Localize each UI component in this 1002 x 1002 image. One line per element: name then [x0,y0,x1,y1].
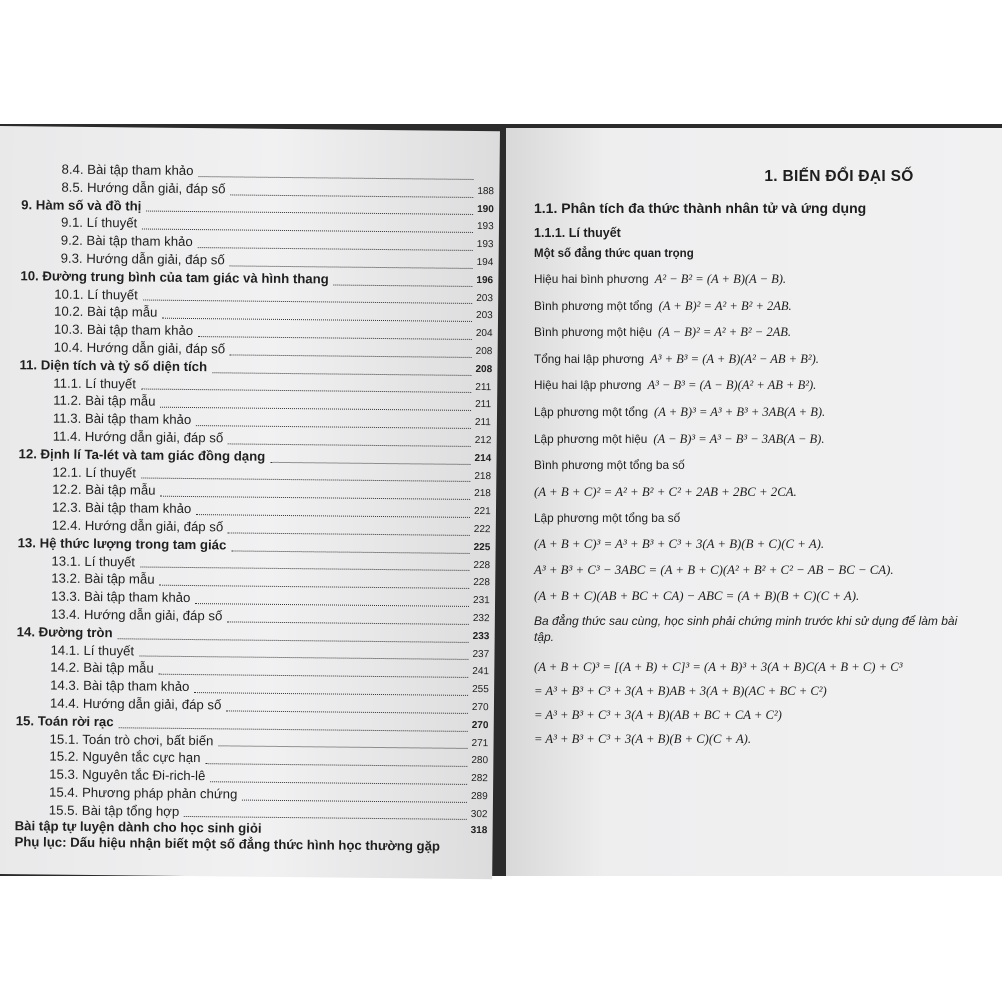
identity-formula: (A − B)² = A² + B² − 2AB. [657,325,791,340]
identity-name: Hiệu hai lập phương [534,378,642,393]
identity-row [534,372,974,399]
identity-name: Bình phương một hiệu [534,325,652,340]
identity-formula: A² − B² = (A + B)(A − B). [654,272,787,286]
toc-page-number: 190 [477,203,494,215]
toc-leader-dots [333,284,472,286]
toc-entry-label: 10.4. Hướng dẫn giải, đáp số [53,339,226,357]
extra-formula-2: (A + B + C)(AB + BC + CA) − ABC = (A + B)(B + C)(C + A). [534,589,860,604]
toc-entry-label: 9.3. Hướng dẫn giải, đáp số [60,250,225,268]
toc-entry-label: 11. Diện tích và tỷ số diện tích [19,356,208,374]
toc-page-number: 193 [476,221,494,233]
toc-page-number: 196 [476,274,494,286]
toc-entry-label: 12.3. Bài tập tham khảo [51,499,192,517]
toc-page-number: 204 [475,328,493,340]
toc-leader-dots [219,746,468,750]
toc-entry-label: 15.1. Toán trò chơi, bất biến [49,731,214,748]
toc-page-number: 212 [474,434,492,447]
toc-entry-label: 8.4. Bài tập tham khảo [61,161,194,179]
derivation [534,655,974,751]
right-page-content [534,168,974,751]
toc-entry-label: 13.3. Bài tập tham khảo [51,588,191,606]
right-page [506,128,1002,876]
identity-name: Hiệu hai bình phương [534,272,649,286]
derivation-line: = A³ + B³ + C³ + 3(A + B)(AB + BC + CA + C²) [534,708,782,723]
toc-entry-label: 10.2. Bài tập mẫu [53,303,158,321]
toc-entry-label: 9.1. Lí thuyết [60,215,138,231]
toc-entry-label: Phụ lục: Dấu hiệu nhận biết một số đẳng thức hình học thường gặp [14,834,441,855]
proof-note: Ba đẳng thức sau cùng, học sinh phải chứng minh trước khi sử dụng để làm bài tập. [534,614,958,645]
identity-row [534,319,974,346]
toc-page-number: 208 [475,363,493,375]
toc-page-number: 271 [471,737,489,749]
toc-entry-label: 14.2. Bài tập mẫu [50,659,154,676]
toc-leader-dots [227,621,469,625]
toc-page-number: 211 [475,399,492,411]
toc-entry [14,835,464,856]
toc-entry-label: 9.2. Bài tập tham khảo [60,232,193,250]
toc-page-number: 221 [473,506,491,518]
toc-leader-dots [228,443,471,447]
toc-entry-label: 13. Hệ thức lượng trong tam giác [17,534,227,553]
toc-leader-dots [198,176,473,180]
toc-page-number: 225 [473,541,491,553]
toc-leader-dots [184,816,467,820]
table-of-contents [14,160,495,855]
identity-row [534,266,974,293]
toc-leader-dots [198,336,472,340]
toc-entry-label: 13.4. Hướng dẫn giải, đáp số [50,606,223,624]
toc-page-number: 211 [474,417,491,429]
toc-page-number: 193 [476,239,494,251]
derivation-line: = A³ + B³ + C³ + 3(A + B)(B + C)(C + A). [534,732,752,747]
toc-page-number: 218 [474,470,492,482]
toc-entry-label: 11.4. Hướng dẫn giải, đáp số [52,428,224,446]
identity-formula: A³ + B³ = (A + B)(A² − AB + B²). [650,351,819,366]
toc-entry-label: 12.1. Lí thuyết [52,464,137,480]
toc-leader-dots [195,603,469,607]
toc-page-number: 211 [475,381,492,393]
toc-page-number: 194 [476,256,494,269]
toc-entry-label: 14.1. Lí thuyết [50,642,135,658]
toc-entry-label: 9. Hàm số và đồ thị [21,196,142,214]
subsection-title: 1.1.1. Lí thuyết [534,226,621,240]
identities-label: Một số đẳng thức quan trọng [534,248,694,260]
toc-leader-dots [232,550,470,553]
toc-page-number: 270 [471,701,489,714]
toc-page-number: 237 [472,648,490,660]
toc-page-number: 218 [474,488,491,500]
toc-leader-dots [198,247,473,251]
identity-name: Lập phương một tổng [534,404,649,419]
toc-entry-label: 11.1. Lí thuyết [53,375,136,391]
toc-page-number: 188 [477,185,495,197]
toc-entry-label: 13.1. Lí thuyết [51,553,136,569]
toc-leader-dots [228,532,470,536]
toc-leader-dots [242,799,467,802]
identity-name: Tổng hai lập phương [534,351,645,366]
identities-list [534,266,974,452]
toc-leader-dots [196,514,470,518]
toc-entry-label: 15.4. Phương pháp phản chứng [48,784,238,802]
toc-page-number: 228 [473,577,490,589]
toc-page-number: 241 [472,666,490,678]
toc-entry-label: 13.2. Bài tập mẫu [51,570,155,587]
toc-page-number: 228 [473,559,491,571]
label: Lập phương một tổng ba số [534,510,681,525]
toc-entry-label: 11.2. Bài tập mẫu [53,392,156,410]
identity-formula: (A − B)³ = A³ − B³ − 3AB(A − B). [653,431,825,446]
toc-entry-label: 15. Toán rời rạc [15,712,114,729]
toc-page-number: 232 [472,612,490,625]
toc-entry-label: 15.2. Nguyên tắc cực hạn [49,748,201,766]
extra-formula-1: A³ + B³ + C³ − 3ABC = (A + B + C)(A² + B² + C² − AB − BC − CA). [534,563,894,578]
toc-page-number: 203 [476,292,493,304]
identity-name: Bình phương một tổng [534,298,653,313]
toc-entry-label: 11.3. Bài tập tham khảo [52,410,192,428]
toc-leader-dots [210,781,467,785]
identity-formula: (A + B)² = A² + B² + 2AB. [658,298,792,313]
toc-entry-label: 12. Định lí Ta-lét và tam giác đồng dạng [18,445,266,464]
toc-entry-label: Bài tập tự luyện dành cho học sinh giỏi [14,818,262,837]
chapter-title: 1. BIẾN ĐỔI ĐẠI SỐ [764,168,914,185]
toc-leader-dots [270,461,470,464]
toc-page-number: 280 [471,755,489,767]
toc-page-number: 214 [474,452,492,464]
identity-name: Lập phương một hiệu [534,431,648,446]
toc-leader-dots [230,265,473,269]
identity-row [534,426,974,453]
toc-page-number: 231 [472,595,490,607]
toc-page-number: 203 [475,310,493,322]
derivation-line: = A³ + B³ + C³ + 3(A + B)AB + 3(A + B)(AC + BC + C²) [534,684,827,699]
sq-sum-three-formula: (A + B + C)² = A² + B² + C² + 2AB + 2BC + 2CA. [534,484,797,499]
toc-leader-dots [194,692,468,696]
toc-entry-label: 14.4. Hướng dẫn giải, đáp số [49,695,222,713]
identity-row [534,346,974,373]
identity-formula: A³ − B³ = (A − B)(A² + AB + B²). [647,378,817,393]
toc-page-number: 282 [471,773,488,785]
section-title: 1.1. Phân tích đa thức thành nhân tử và ứng dụng [534,200,867,216]
toc-entry-label: 10. Đường trung bình của tam giác và hình thang [20,268,329,287]
toc-entry-label: 15.5. Bài tập tổng hợp [48,802,180,819]
toc-page-number: 208 [475,345,493,358]
cube-sum-three-label [534,505,974,532]
toc-entry-label: 12.4. Hướng dẫn giải, đáp số [51,517,224,535]
toc-page-number: 318 [470,825,488,837]
toc-leader-dots [226,710,468,714]
toc-leader-dots [230,354,472,358]
toc-page-number: 222 [473,523,491,536]
toc-page-number: 233 [472,630,490,642]
toc-entry-label: 10.3. Bài tập tham khảo [53,321,194,339]
toc-page-number: 289 [470,790,488,803]
toc-leader-dots [205,763,467,767]
toc-entry-label: 14. Đường tròn [16,623,113,640]
identity-formula: (A + B)³ = A³ + B³ + 3AB(A + B). [654,404,826,419]
toc-leader-dots [230,194,473,198]
toc-page-number: 270 [471,719,489,731]
sq-sum-three-label [534,452,974,479]
toc-page-number: 255 [472,684,489,696]
identity-row [534,399,974,426]
label: Bình phương một tổng ba số [534,458,685,473]
cube-sum-three-formula: (A + B + C)³ = A³ + B³ + C³ + 3(A + B)(B + C)(C + A). [534,537,825,552]
toc-entry-label: 8.5. Hướng dẫn giải, đáp số [61,179,226,197]
toc-leader-dots [196,425,471,429]
toc-page-number: 302 [470,808,488,820]
derivation-line: (A + B + C)³ = [(A + B) + C]³ = (A + B)³ + 3(A + B)C(A + B + C) + C³ [534,660,903,675]
left-page-toc [0,126,500,879]
identity-row [534,293,974,320]
toc-entry-label: 10.1. Lí thuyết [54,286,138,303]
toc-entry-label: 15.3. Nguyên tắc Đi-rich-lê [49,766,206,784]
toc-leader-dots [212,372,471,376]
toc-entry-label: 12.2. Bài tập mẫu [52,481,156,498]
toc-entry-label: 14.3. Bài tập tham khảo [50,677,190,695]
